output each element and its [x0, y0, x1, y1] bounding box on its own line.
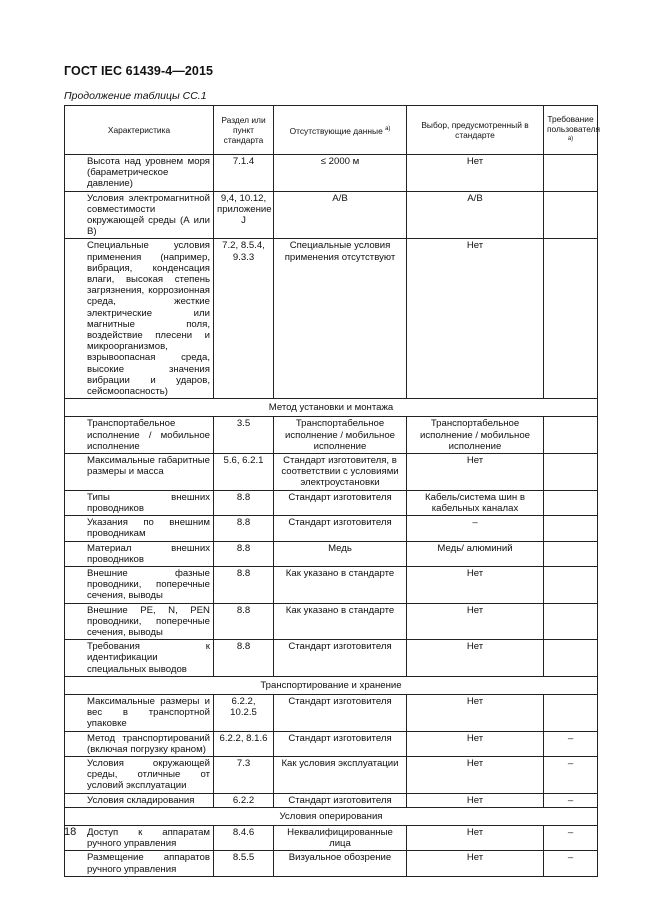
cell-characteristic: Условия складирования — [65, 793, 214, 807]
table-row — [65, 694, 598, 731]
cell-section: 8.8 — [214, 603, 274, 640]
cell-user-requirement — [544, 603, 598, 640]
section-row-transport — [65, 676, 598, 694]
cell-missing-data: Медь — [274, 541, 407, 566]
cell-user-requirement — [544, 155, 598, 192]
col-header-characteristic: Характеристика — [65, 106, 214, 155]
cell-characteristic: Доступ к аппаратам ручного управления — [65, 825, 214, 850]
cell-choice: Нет — [407, 155, 544, 192]
cell-section: 9,4, 10.12, приложение J — [214, 191, 274, 239]
cell-choice: Нет — [407, 640, 544, 677]
col-header-section: Раздел или пункт стандарта — [214, 106, 274, 155]
table-caption: Продолжение таблицы СС.1 — [64, 90, 207, 102]
cell-choice: Транспортабельное исполнение / мобильное исполнение — [407, 417, 544, 454]
table-row — [65, 825, 598, 850]
cell-section: 8.8 — [214, 490, 274, 515]
cell-section: 3.5 — [214, 417, 274, 454]
page-number: 18 — [64, 826, 77, 838]
cell-section: 8.8 — [214, 640, 274, 677]
col-header-choice: Выбор, предусмотренный в стандарте — [407, 106, 544, 155]
cell-missing-data: Неквалифицированные лица — [274, 825, 407, 850]
cell-characteristic: Условия электромагнитной совместимости окружающей среды (А или В) — [65, 191, 214, 239]
table-row — [65, 417, 598, 454]
cell-choice: Нет — [407, 825, 544, 850]
cell-user-requirement — [544, 640, 598, 677]
cell-section: 6.2.2 — [214, 793, 274, 807]
cell-section: 6.2.2, 8.1.6 — [214, 731, 274, 756]
table-row — [65, 454, 598, 491]
table-row — [65, 191, 598, 239]
cell-missing-data: Как указано в стандарте — [274, 566, 407, 603]
cell-choice: А/В — [407, 191, 544, 239]
table-row — [65, 239, 598, 399]
characteristics-table — [64, 105, 601, 877]
cell-missing-data: Стандарт изготовителя — [274, 694, 407, 731]
cell-missing-data: Как указано в стандарте — [274, 603, 407, 640]
table-row — [65, 731, 598, 756]
cell-missing-data: Специальные условия применения отсутствуют — [274, 239, 407, 399]
cell-characteristic: Размещение аппаратов ручного управления — [65, 851, 214, 876]
cell-user-requirement — [544, 541, 598, 566]
cell-characteristic: Материал внешних проводников — [65, 541, 214, 566]
cell-user-requirement — [544, 516, 598, 541]
footnote-mark: a) — [567, 136, 574, 143]
cell-missing-data: Стандарт изготовителя — [274, 731, 407, 756]
section-row-operation — [65, 807, 598, 825]
cell-user-requirement — [544, 490, 598, 515]
document-title: ГОСТ IEC 61439-4—2015 — [64, 64, 214, 78]
cell-missing-data: ≤ 2000 м — [274, 155, 407, 192]
cell-missing-data: Стандарт изготовителя — [274, 516, 407, 541]
table-row — [65, 566, 598, 603]
cell-section: 5.6, 6.2.1 — [214, 454, 274, 491]
table-row — [65, 851, 598, 876]
section-title: Метод установки и монтажа — [65, 399, 598, 417]
cell-choice: Нет — [407, 239, 544, 399]
section-title: Условия оперирования — [65, 807, 598, 825]
cell-characteristic: Условия окружающей среды, отличные от условий эксплуатации — [65, 756, 214, 793]
cell-characteristic: Специальные условия применения (например, вибрация, конденсация влаги, высокая степень загрязнения, коррозионная среда, жесткие электрические или магнитные поля, воздействие плесени и микроорганизмов, взрывоопасная среда, высокие значения вибрации и ударов, сейсмоопасность) — [65, 239, 214, 399]
table-row — [65, 640, 598, 677]
cell-choice: Нет — [407, 756, 544, 793]
section-title: Транспортирование и хранение — [65, 676, 598, 694]
cell-missing-data: Визуальное обозрение — [274, 851, 407, 876]
table-row — [65, 516, 598, 541]
cell-missing-data: Стандарт изготовителя, в соответствии с условиями электроустановки — [274, 454, 407, 491]
table-row — [65, 541, 598, 566]
table-row — [65, 756, 598, 793]
cell-characteristic: Внешние PE, N, PEN проводники, поперечные сечения, выводы — [65, 603, 214, 640]
table-row — [65, 490, 598, 515]
cell-user-requirement — [544, 239, 598, 399]
cell-choice: Нет — [407, 694, 544, 731]
cell-user-requirement: – — [544, 851, 598, 876]
cell-missing-data: Транспортабельное исполнение / мобильное исполнение — [274, 417, 407, 454]
cell-user-requirement — [544, 694, 598, 731]
cell-choice: Медь/ алюминий — [407, 541, 544, 566]
cell-characteristic: Высота над уровнем моря (бараметрическое давление) — [65, 155, 214, 192]
cell-user-requirement — [544, 417, 598, 454]
cell-choice: – — [407, 516, 544, 541]
cell-characteristic: Метод транспортирований (включая погрузку краном) — [65, 731, 214, 756]
cell-missing-data: Стандарт изготовителя — [274, 793, 407, 807]
cell-missing-data: Как условия эксплуатации — [274, 756, 407, 793]
cell-section: 8.8 — [214, 566, 274, 603]
cell-section: 8.4.6 — [214, 825, 274, 850]
cell-section: 7.1.4 — [214, 155, 274, 192]
cell-section: 6.2.2, 10.2.5 — [214, 694, 274, 731]
cell-characteristic: Указания по внешним проводникам — [65, 516, 214, 541]
cell-choice: Нет — [407, 793, 544, 807]
col-header-missing-data: Отсутствующие данные $^{a)}$ — [274, 106, 407, 155]
cell-characteristic: Внешние фазные проводники, поперечные сечения, выводы — [65, 566, 214, 603]
cell-characteristic: Максимальные размеры и вес в транспортной упаковке — [65, 694, 214, 731]
cell-choice: Нет — [407, 731, 544, 756]
cell-choice: Нет — [407, 566, 544, 603]
cell-user-requirement — [544, 566, 598, 603]
cell-characteristic: Максимальные габаритные размеры и масса — [65, 454, 214, 491]
footnote-mark: a) — [385, 126, 391, 133]
cell-section: 8.5.5 — [214, 851, 274, 876]
cell-choice: Нет — [407, 454, 544, 491]
cell-user-requirement — [544, 191, 598, 239]
section-row-mounting — [65, 399, 598, 417]
table-row — [65, 793, 598, 807]
table-header-row — [65, 106, 598, 155]
cell-characteristic: Транспортабельное исполнение / мобильное исполнение — [65, 417, 214, 454]
cell-user-requirement: – — [544, 825, 598, 850]
cell-missing-data: А/В — [274, 191, 407, 239]
cell-missing-data: Стандарт изготовителя — [274, 640, 407, 677]
cell-missing-data: Стандарт изготовителя — [274, 490, 407, 515]
cell-section: 7.3 — [214, 756, 274, 793]
cell-characteristic: Требования к идентификации специальных выводов — [65, 640, 214, 677]
cell-section: 8.8 — [214, 516, 274, 541]
cell-user-requirement: – — [544, 756, 598, 793]
table-row — [65, 603, 598, 640]
cell-choice: Нет — [407, 851, 544, 876]
cell-section: 8.8 — [214, 541, 274, 566]
col-header-user-requirement: Требование пользователя $^{a)}$ — [544, 106, 598, 155]
cell-choice: Кабель/система шин в кабельных каналах — [407, 490, 544, 515]
cell-user-requirement — [544, 454, 598, 491]
cell-user-requirement: – — [544, 731, 598, 756]
cell-user-requirement: – — [544, 793, 598, 807]
table-row — [65, 155, 598, 192]
cell-section: 7.2, 8.5.4, 9.3.3 — [214, 239, 274, 399]
cell-choice: Нет — [407, 603, 544, 640]
cell-characteristic: Типы внешних проводников — [65, 490, 214, 515]
